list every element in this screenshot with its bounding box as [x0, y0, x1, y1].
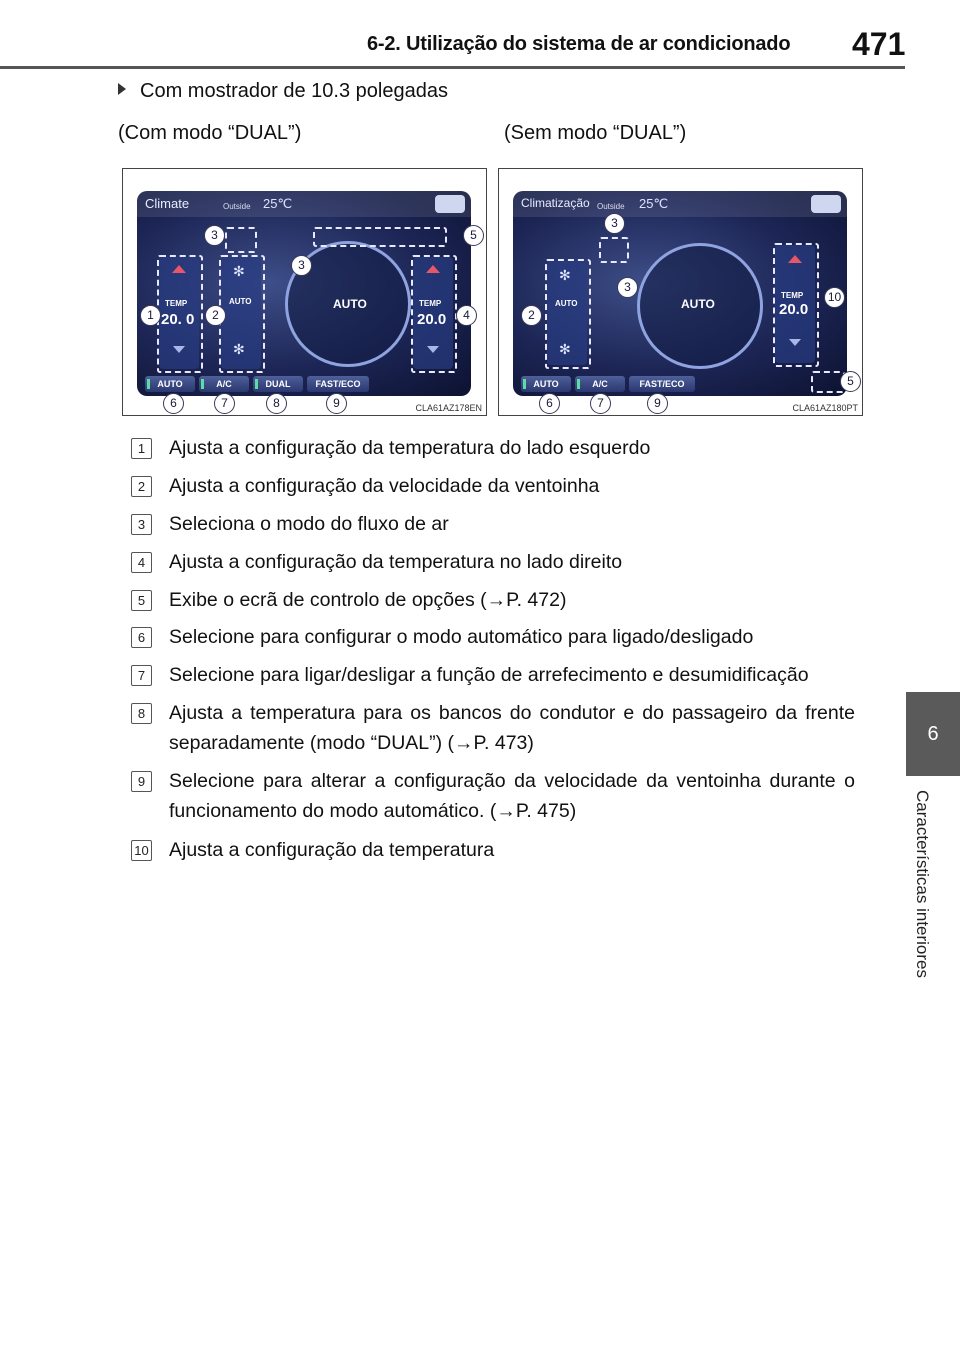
item-number: 1	[131, 438, 152, 459]
back-icon	[435, 195, 465, 213]
callout-2: 2	[205, 305, 226, 326]
item-number: 7	[131, 665, 152, 686]
chapter-label	[912, 790, 952, 1020]
callout-9: 9	[326, 393, 347, 414]
item-number: 6	[131, 627, 152, 648]
item-number: 9	[131, 771, 152, 792]
caption-no-dual: (Sem modo “DUAL”)	[504, 122, 687, 144]
ac-led-right	[577, 379, 580, 389]
ac-led	[201, 379, 204, 389]
list-item	[131, 660, 861, 690]
callout-frame-3	[225, 227, 257, 253]
dual-button: DUAL	[253, 376, 303, 392]
callout-8: 8	[266, 393, 287, 414]
outside-label-right: Outside	[597, 202, 625, 211]
right-temp-value: 20.0	[417, 311, 447, 328]
list-item	[131, 622, 861, 652]
list-item	[131, 766, 861, 826]
callout-5-right: 5	[840, 371, 861, 392]
callout-10: 10	[824, 287, 845, 308]
chapter-title: Características interiores	[913, 790, 932, 979]
outside-temp-right: 25℃	[639, 196, 669, 211]
item-text: Ajusta a configuração da velocidade da ventoinha	[169, 475, 600, 497]
item-number: 10	[131, 840, 152, 861]
figure-no-dual-mode	[498, 168, 863, 416]
list-item	[131, 471, 861, 501]
item-text: Exibe o ecrã de controlo de opções (→P. 472)	[169, 589, 567, 611]
fast-eco-button: FAST/ECO	[307, 376, 369, 392]
fan-low-icon: ✻	[233, 341, 245, 357]
callout-6-right: 6	[539, 393, 560, 414]
center-auto-label-right: AUTO	[681, 297, 715, 311]
fan-icon: ✻	[233, 263, 245, 279]
back-icon-right	[811, 195, 841, 213]
left-temp-value: 20. 0	[161, 311, 195, 328]
climate-screen-right	[513, 191, 847, 396]
fan-low-icon-right: ✻	[559, 341, 571, 357]
fan-auto-label: AUTO	[229, 297, 252, 306]
fan-auto-label-right: AUTO	[555, 299, 578, 308]
right-temp-label: TEMP	[419, 299, 442, 308]
auto-led	[147, 379, 150, 389]
temp-label-right: TEMP	[781, 291, 804, 300]
center-auto-label: AUTO	[333, 297, 367, 311]
image-code-right: CLA61AZ180PT	[792, 403, 858, 413]
caption-dual: (Com modo “DUAL”)	[118, 122, 302, 144]
screen-title: Climate	[145, 196, 190, 211]
item-number: 8	[131, 703, 152, 724]
callout-frame-3-right	[599, 237, 629, 263]
bullet-arrow-icon	[118, 83, 126, 95]
auto-button-right: AUTO	[521, 376, 571, 392]
page-number: 471	[852, 26, 906, 62]
list-item	[131, 433, 861, 463]
item-number: 2	[131, 476, 152, 497]
callout-1: 1	[140, 305, 161, 326]
item-text: Seleciona o modo do fluxo de ar	[169, 513, 449, 535]
fan-icon-right: ✻	[559, 267, 571, 283]
list-item	[131, 698, 861, 758]
image-code: CLA61AZ178EN	[415, 403, 482, 413]
list-item	[131, 835, 861, 865]
section-title: 6-2. Utilização do sistema de ar condicionado	[367, 33, 791, 55]
item-number: 4	[131, 552, 152, 573]
callout-3: 3	[204, 225, 225, 246]
callout-3b-right: 3	[617, 277, 638, 298]
callout-5: 5	[463, 225, 484, 246]
temp-value-right: 20.0	[779, 301, 809, 318]
auto-button: AUTO	[145, 376, 195, 392]
fast-eco-button-right: FAST/ECO	[629, 376, 695, 392]
item-text: Ajusta a configuração da temperatura no lado direito	[169, 551, 623, 573]
callout-7: 7	[214, 393, 235, 414]
list-item	[131, 509, 861, 539]
temp-label: TEMP	[165, 299, 188, 308]
callout-frame-2-right	[545, 259, 591, 369]
callout-9-right: 9	[647, 393, 668, 414]
callout-4: 4	[456, 305, 477, 326]
list-item	[131, 547, 861, 577]
ac-button: A/C	[199, 376, 249, 392]
item-text: Ajusta a configuração da temperatura do lado esquerdo	[169, 437, 651, 459]
climate-screen	[137, 191, 471, 396]
item-text: Selecione para ligar/desligar a função de arrefecimento e desumidificação	[169, 664, 809, 686]
callout-7-right: 7	[590, 393, 611, 414]
item-text: Ajusta a configuração da temperatura	[169, 839, 495, 861]
item-text: Selecione para configurar o modo automático para ligado/desligado	[169, 626, 754, 648]
item-number: 5	[131, 590, 152, 611]
ac-button-right: A/C	[575, 376, 625, 392]
bullet-heading	[118, 80, 448, 103]
callout-3-right: 3	[604, 213, 625, 234]
callout-2-right: 2	[521, 305, 542, 326]
callout-3b: 3	[291, 255, 312, 276]
callout-6: 6	[163, 393, 184, 414]
figure-dual-mode	[122, 168, 487, 416]
callout-frame-4	[411, 255, 457, 373]
callout-frame-1	[157, 255, 203, 373]
chapter-tab: 6	[906, 692, 960, 776]
item-number: 3	[131, 514, 152, 535]
outside-label: Outside	[223, 202, 251, 211]
item-text: Ajusta a temperatura para os bancos do condutor e do passageiro da frente separadamente (modo “DUAL”) (→P. 473)	[169, 702, 855, 754]
outside-temp: 25℃	[263, 196, 293, 211]
callout-frame-10	[773, 243, 819, 367]
bullet-text: Com mostrador de 10.3 polegadas	[140, 80, 448, 102]
list-item	[131, 585, 861, 615]
auto-led-right	[523, 379, 526, 389]
screen-title-right: Climatização	[521, 196, 590, 210]
callout-frame-5	[313, 227, 447, 247]
header-rule	[0, 66, 905, 69]
page-header	[0, 0, 960, 70]
dual-led	[255, 379, 258, 389]
item-text: Selecione para alterar a configuração da velocidade da ventoinha durante o funcionamento do modo automático. (→P. 475)	[169, 770, 855, 822]
